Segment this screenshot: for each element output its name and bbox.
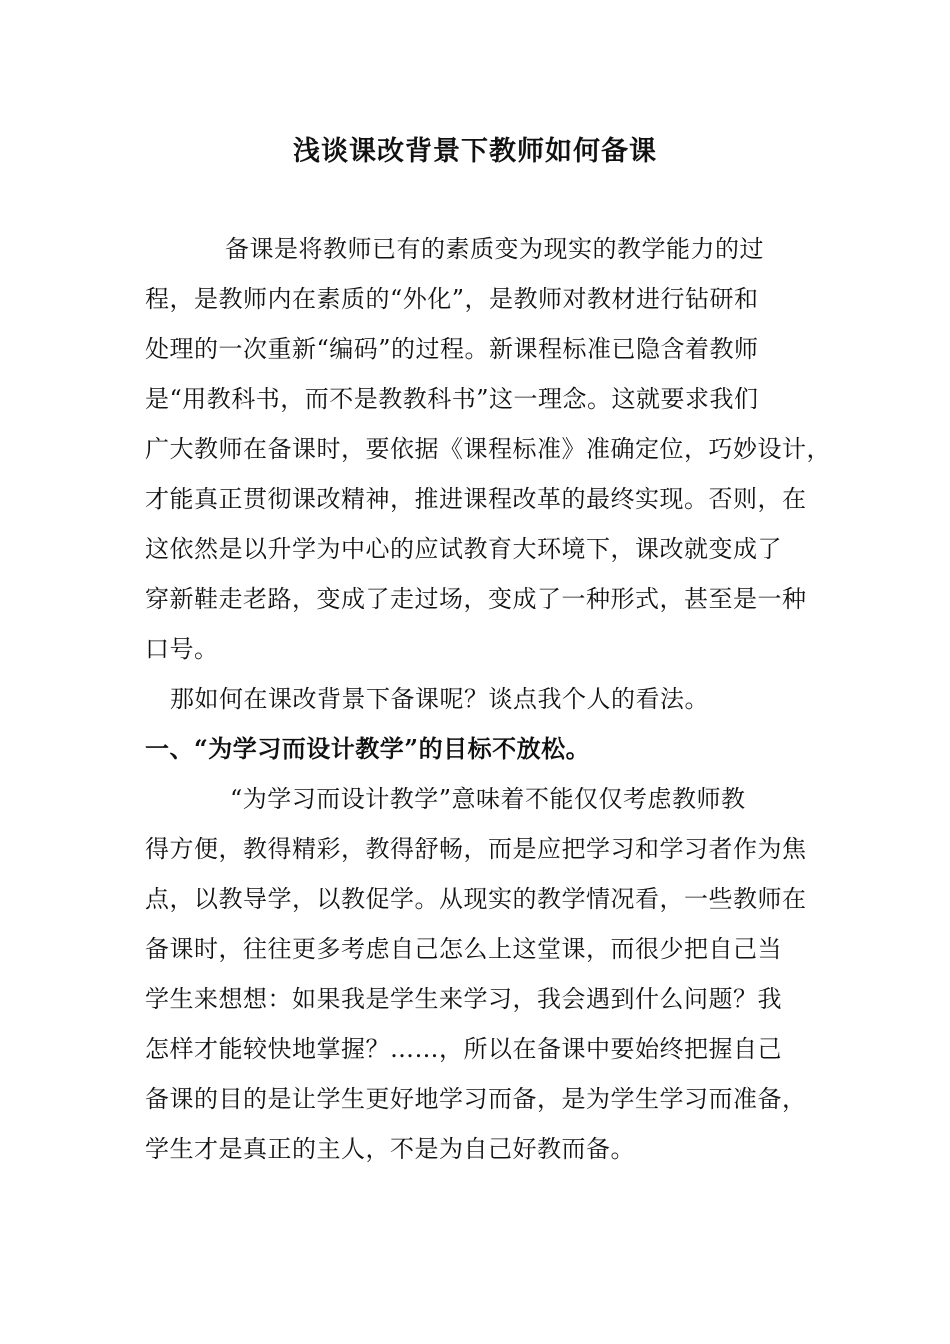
paragraph-line: 才能真正贯彻课改精神，推进课程改革的最终实现。否则，在	[145, 485, 807, 513]
paragraph-line: 备课的目的是让学生更好地学习而备，是为学生学习而准备，	[145, 1085, 807, 1113]
paragraph-line: 程，是教师内在素质的“外化”，是教师对教材进行钻研和	[145, 285, 759, 313]
paragraph-line: 处理的一次重新“编码”的过程。新课程标准已隐含着教师	[145, 335, 759, 363]
paragraph-line: 点，以教导学，以教促学。从现实的教学情况看，一些教师在	[145, 885, 807, 913]
paragraph-line: 广大教师在备课时，要依据《课程标准》准确定位，巧妙设计，	[145, 435, 831, 463]
paragraph-line: 这依然是以升学为中心的应试教育大环境下，课改就变成了	[145, 535, 782, 563]
paragraph-line: 学生来想想：如果我是学生来学习，我会遇到什么问题？我	[145, 985, 782, 1013]
paragraph-line: 穿新鞋走老路，变成了走过场，变成了一种形式，甚至是一种	[145, 585, 807, 613]
paragraph-line: 学生才是真正的主人，不是为自己好教而备。	[145, 1135, 635, 1163]
section-heading: 一、“为学习而设计教学”的目标不放松。	[145, 734, 591, 763]
paragraph-line: “为学习而设计教学”意味着不能仅仅考虑教师教	[230, 785, 746, 813]
paragraph-line: 备课时，往往更多考虑自己怎么上这堂课，而很少把自己当	[145, 935, 782, 963]
paragraph-line: 得方便，教得精彩，教得舒畅，而是应把学习和学习者作为焦	[145, 835, 807, 863]
document-title: 浅谈课改背景下教师如何备课	[293, 136, 657, 167]
paragraph-line: 怎样才能较快地掌握？……，所以在备课中要始终把握自己	[145, 1035, 782, 1063]
paragraph-line: 是“用教科书，而不是教教科书”这一理念。这就要求我们	[145, 385, 759, 413]
paragraph-line: 口号。	[145, 635, 219, 663]
paragraph-2: 那如何在课改背景下备课呢？谈点我个人的看法。	[170, 685, 709, 713]
paragraph-line: 备课是将教师已有的素质变为现实的教学能力的过	[225, 235, 764, 263]
